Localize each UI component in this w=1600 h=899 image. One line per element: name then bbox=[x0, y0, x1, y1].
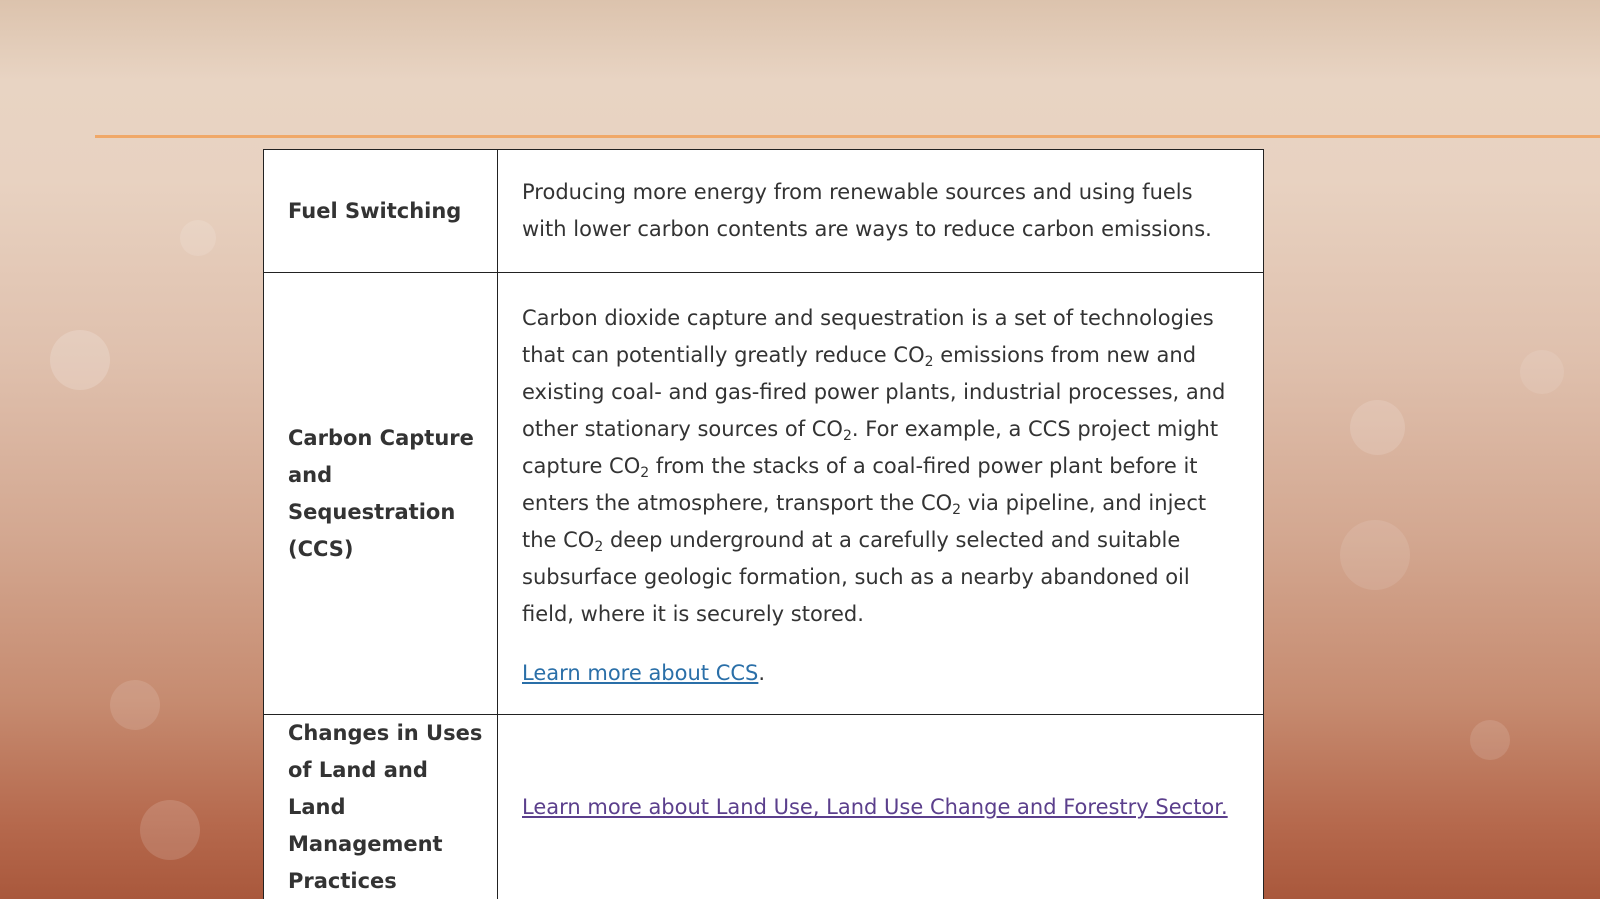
description-text bbox=[522, 300, 1241, 633]
accent-divider bbox=[95, 135, 1600, 138]
link-suffix: . bbox=[758, 660, 766, 685]
background-bokeh bbox=[50, 330, 110, 390]
row-term: Changes in Uses of Land and Land Management Practices bbox=[264, 715, 498, 899]
link-paragraph bbox=[522, 789, 1241, 826]
text-segment: via pipeline, and inject the CO bbox=[522, 490, 1207, 552]
learn-more-ccs-link[interactable]: Learn more about CCS bbox=[522, 660, 759, 685]
mitigation-table bbox=[263, 149, 1264, 899]
text-segment: from the stacks of a coal-fired power plant before it enters the atmosphere, transport the CO bbox=[522, 453, 1198, 515]
description-text: Producing more energy from renewable sources and using fuels with lower carbon contents are ways to reduce carbon emissions. bbox=[522, 180, 1212, 241]
text-segment: . For example, a CCS project might capture CO bbox=[522, 416, 1219, 478]
text-segment: Carbon dioxide capture and sequestration is a set of technologies that can potentially greatly reduce CO bbox=[522, 305, 1214, 367]
learn-more-land-use-link[interactable]: Learn more about Land Use, Land Use Change and Forestry Sector. bbox=[522, 795, 1228, 819]
subscript: 2 bbox=[640, 464, 650, 481]
background-bokeh bbox=[1520, 350, 1564, 394]
subscript: 2 bbox=[952, 501, 962, 518]
text-segment: emissions from new and existing coal- and gas-fired power plants, industrial processes, and other stationary sources of CO bbox=[522, 342, 1226, 441]
row-term: Fuel Switching bbox=[264, 150, 498, 273]
link-paragraph bbox=[522, 655, 1241, 692]
background-bokeh bbox=[1340, 520, 1410, 590]
table-row bbox=[264, 273, 1264, 715]
row-term: Carbon Capture and Sequestration (CCS) bbox=[264, 273, 498, 715]
background-bokeh bbox=[110, 680, 160, 730]
subscript: 2 bbox=[924, 353, 934, 370]
background-bokeh bbox=[140, 800, 200, 860]
row-description bbox=[498, 150, 1264, 273]
row-description bbox=[498, 715, 1264, 899]
subscript: 2 bbox=[842, 427, 852, 444]
content-panel bbox=[263, 149, 1264, 899]
table-row bbox=[264, 150, 1264, 273]
table-row bbox=[264, 715, 1264, 899]
background-bokeh bbox=[1350, 400, 1405, 455]
subscript: 2 bbox=[594, 538, 604, 555]
background-bokeh bbox=[1470, 720, 1510, 760]
text-segment: deep underground at a carefully selected and suitable subsurface geologic formation, such as a nearby abandoned oil field, where it is securely stored. bbox=[522, 527, 1190, 626]
row-description bbox=[498, 273, 1264, 715]
background-bokeh bbox=[180, 220, 216, 256]
